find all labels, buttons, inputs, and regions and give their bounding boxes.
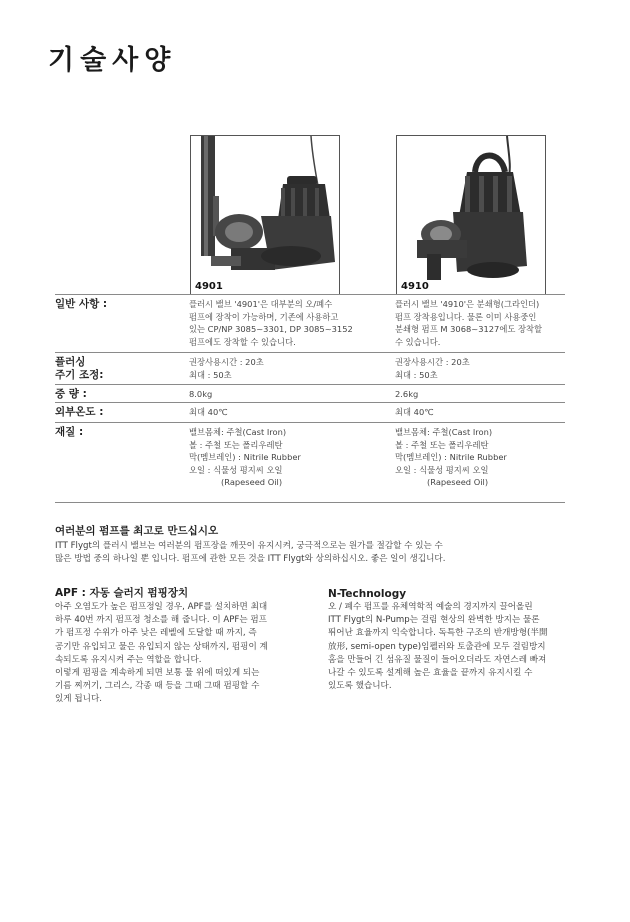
spec-text-line: 최대 40℃ — [395, 407, 434, 417]
spec-text-line: 플러시 밸브 '4910'은 분쇄형(그라인더) — [395, 299, 540, 309]
promo-heading: 여러분의 펌프를 최고로 만드십시오 — [55, 525, 219, 537]
spec-text-line: 펌프에도 장착할 수 있습니다. — [189, 336, 296, 347]
spec-text-line: 볼 : 주철 또는 폴리우레탄 — [395, 439, 489, 450]
page-title: 기술사양 — [48, 45, 177, 76]
promo-paragraph — [55, 540, 570, 566]
spec-label-weight: 중 량 : — [55, 388, 87, 400]
spec-weight-4901 — [189, 388, 354, 401]
apf-line: 가 펌프정 수위가 아주 낮은 레벨에 도달할 때 까지, 즉 — [55, 628, 257, 639]
spec-row-weight — [55, 384, 565, 403]
product-label-4901: 4901 — [195, 281, 223, 292]
ntech-paragraph — [328, 601, 578, 693]
product-photo-4901 — [190, 135, 340, 295]
spec-ambient-4901 — [189, 406, 354, 419]
spec-text-line: 8.0kg — [189, 389, 213, 399]
apf-line: 기름 찌꺼기, 그리스, 각종 때 등을 그때 그때 펌핑할 수 — [55, 681, 260, 692]
ntech-line: 나갈 수 있도록 설계해 높은 효율을 끝까지 유지시킬 수 — [328, 668, 533, 679]
apf-heading: APF : 자동 슬러지 펌핑장치 — [55, 587, 189, 599]
spec-flushing-4901 — [189, 356, 354, 381]
apf-line: 있게 됩니다. — [55, 694, 102, 705]
spec-row-general — [55, 294, 565, 351]
promo-line: ITT Flygt의 플러시 밸브는 여러분의 펌프장을 깨끗이 유지시켜, 궁극적으로는 원가를 절감할 수 있는 수 — [55, 541, 443, 551]
spec-row-flushing — [55, 352, 565, 385]
spec-text-line: 플러시 밸브 '4901'은 대부분의 오/폐수 — [189, 299, 333, 309]
spec-label-line: 플러싱 — [55, 356, 86, 368]
flush-valve-4910-illustration — [397, 136, 545, 294]
spec-text-line: 펌프 장착용입니다. 물론 이미 사용중인 — [395, 311, 537, 322]
spec-text-line: (Rapeseed Oil) — [221, 477, 283, 487]
spec-text-line: 오일 : 식물성 평지씨 오일 — [395, 464, 489, 475]
ntech-line: 홈을 만들어 긴 섬유질 물질이 들어오더라도 자연스레 빠져 — [328, 654, 547, 665]
ntech-line: ITT Flygt의 N-Pump는 걸림 현상의 완벽한 방지는 물론 — [328, 615, 540, 626]
spec-material-4910 — [395, 426, 560, 489]
ntech-heading: N-Technology — [328, 588, 407, 600]
spec-label-material: 재질 : — [55, 426, 84, 438]
spec-text-line: 최대 : 50초 — [395, 369, 438, 380]
apf-paragraph — [55, 601, 305, 707]
ntech-line: 오 / 폐수 펌프를 유체역학적 예술의 경지까지 끌어올린 — [328, 602, 533, 612]
spec-label-flushing — [55, 356, 103, 382]
spec-row-ambient — [55, 402, 565, 423]
spec-text-line: 밸브몸체: 주철(Cast Iron) — [395, 427, 493, 437]
spec-text-line: 수 있습니다. — [395, 336, 441, 347]
spec-text-line: 막(멤브레인) : Nitrile Rubber — [395, 452, 507, 462]
spec-text-line: 권장사용시간 : 20초 — [395, 357, 470, 367]
apf-line: 아주 오염도가 높은 펌프정일 경우, APF를 설치하면 최대 — [55, 602, 268, 612]
spec-ambient-4910 — [395, 406, 560, 419]
spec-row-material — [55, 422, 565, 503]
apf-line: 속되도록 유지시켜 주는 역할을 합니다. — [55, 654, 202, 665]
apf-line: 공기만 유입되고 물은 유입되지 않는 상태까지, 펌핑이 계 — [55, 641, 268, 652]
spec-text-line: 막(멤브레인) : Nitrile Rubber — [189, 452, 301, 462]
spec-text-line: 최대 : 50초 — [189, 369, 232, 380]
spec-text-line: 볼 : 주철 또는 폴리우레탄 — [189, 439, 283, 450]
spec-text-line: 오일 : 식물성 평지씨 오일 — [189, 464, 283, 475]
spec-general-4901 — [189, 298, 354, 348]
spec-flushing-4910 — [395, 356, 560, 381]
product-photo-4910 — [396, 135, 546, 295]
product-label-4910: 4910 — [401, 281, 429, 292]
ntech-line: 放形, semi-open type)임펠러와 토출관에 모두 걸림방지 — [328, 641, 546, 652]
flush-valve-4901-illustration — [191, 136, 339, 294]
spec-text-line: 2.6kg — [395, 389, 419, 399]
spec-weight-4910 — [395, 388, 560, 401]
spec-label-line: 주기 조정: — [55, 369, 104, 381]
spec-material-4901 — [189, 426, 354, 489]
apf-line: 하루 40번 까지 펌프정 청소를 해 줍니다. 이 APF는 펌프 — [55, 615, 267, 626]
promo-line: 많은 방법 중의 하나일 뿐 입니다. 펌프에 관한 모든 것을 ITT Flygt와 상의하십시오. 좋은 일이 생깁니다. — [55, 554, 446, 565]
spec-table-bottom-rule — [55, 502, 565, 503]
spec-text-line: 펌프에 장착이 가능하며, 기존에 사용하고 — [189, 311, 339, 322]
spec-label-ambient: 외부온도 : — [55, 406, 104, 418]
spec-text-line: 분쇄형 펌프 M 3068~3127에도 장착할 — [395, 324, 543, 334]
ntech-line: 뛰어난 효율까지 익숙합니다. 독특한 구조의 반개방형(半開 — [328, 628, 548, 639]
spec-text-line: (Rapeseed Oil) — [427, 477, 489, 487]
spec-text-line: 밸브몸체: 주철(Cast Iron) — [189, 427, 287, 437]
ntech-line: 있도록 했습니다. — [328, 681, 392, 692]
spec-label-general: 일반 사항 : — [55, 298, 108, 310]
spec-general-4910 — [395, 298, 560, 348]
spec-text-line: 있는 CP/NP 3085~3301, DP 3085~3152 — [189, 324, 353, 334]
apf-line: 이렇게 펌핑을 계속하게 되면 보통 물 위에 떠있게 되는 — [55, 668, 260, 679]
spec-text-line: 최대 40℃ — [189, 407, 228, 417]
spec-text-line: 권장사용시간 : 20초 — [189, 357, 264, 367]
